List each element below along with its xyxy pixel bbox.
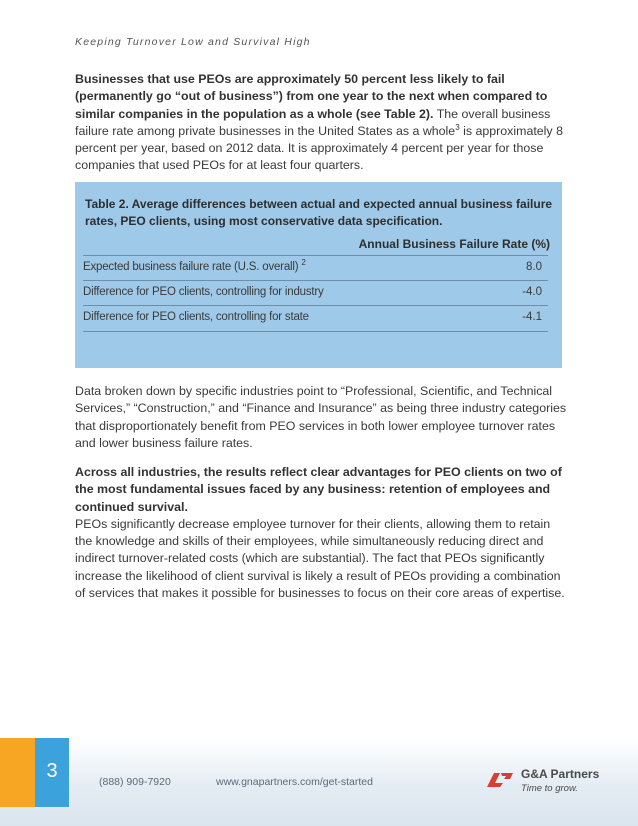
intro-bold-text: Businesses that use PEOs are approximately 50 percent less likely to fail (permanently go “out of business”) from one year to the next when compared to similar companies in the population as a whole (see Table 2). [75,72,548,121]
row-label: Expected business failure rate (U.S. overall) $^2$ [83,258,306,273]
advantages-text: PEOs significantly decrease employee turnover for their clients, allowing them to retain the knowledge and skills of their employees, while simultaneously reducing direct and indirect turnover-related costs (which are substantial). The fact that PEOs significantly increase the likelihood of client survival is likely a result of PEOs providing a combination of services that makes it possible for businesses to focus on their core areas of expertise. [75,516,565,601]
running-title: Keeping Turnover Low and Survival High [75,36,311,48]
brand-name: G&A Partners [521,767,600,781]
table-2 [75,182,562,368]
page-number: 3 [46,760,58,782]
intro-text-1: The overall business failure rate among private businesses in the United States as a whole [75,106,551,138]
advantages-paragraph [75,464,570,602]
row-value: -4.1 [522,311,542,323]
table-row [83,255,548,281]
intro-text-2: is approximately 8 percent per year, based on 2012 data. It is approximately 4 percent per year for those companies that used PEOs for at least four quarters. [75,123,563,173]
footnote-ref: 3 [455,122,460,132]
ga-partners-logo-icon [484,767,516,791]
table-column-header: Annual Business Failure Rate (%) [358,237,550,251]
row-value: -4.0 [522,286,542,298]
row-label: Difference for PEO clients, controlling for industry [83,286,324,298]
footer-url[interactable]: www.gnapartners.com/get-started [216,776,373,788]
table-row [83,305,548,332]
advantages-bold-text: Across all industries, the results reflect clear advantages for PEO clients on two of the most fundamental issues faced by any business: retention of employees and continued survival. [75,465,562,514]
industry-paragraph: Data broken down by specific industries point to “Professional, Scientific, and Technical Services,” “Construction,” and “Finance and Insurance” as being three industry categories that disproportionately benefit from PEO services in both lower employee turnover rates and lower business failure rates. [75,384,567,450]
footer-phone: (888) 909-7920 [99,776,171,788]
brand-tagline: Time to grow. [521,783,578,794]
footer-orange-bar [0,738,35,807]
row-value: 8.0 [526,261,542,273]
table-caption: Table 2. Average differences between actual and expected annual business failure rates, PEO clients, using most conservative data specification. [85,197,553,228]
row-label: Difference for PEO clients, controlling for state [83,311,309,323]
intro-paragraph [75,71,570,175]
table-row [83,280,548,306]
